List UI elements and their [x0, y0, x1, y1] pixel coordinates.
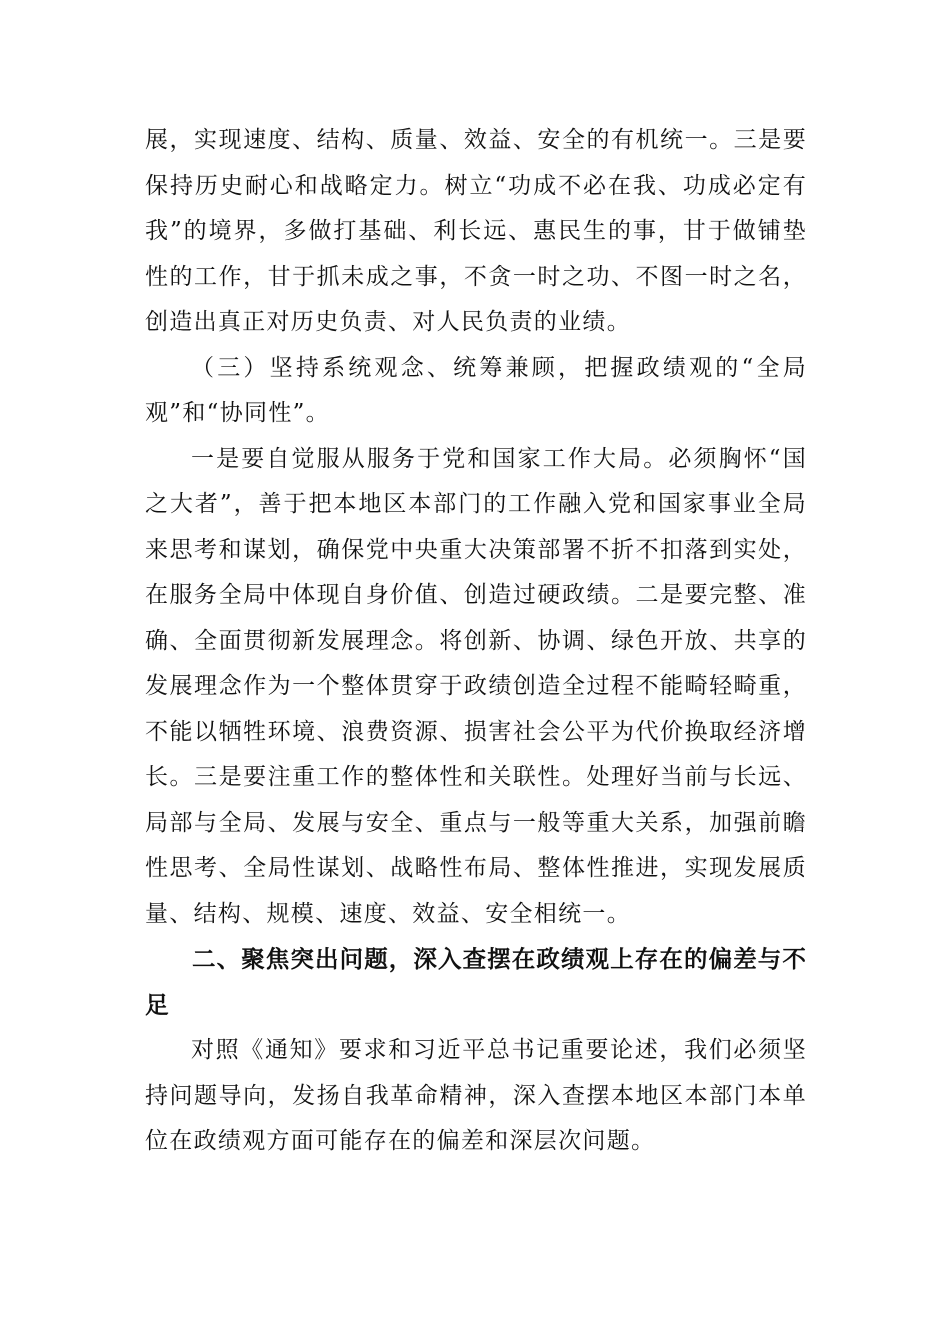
body-paragraph-problems: 对照《通知》要求和习近平总书记重要论述，我们必须坚持问题导向，发扬自我革命精神，深入查摆本地区本部门本单位在政绩观方面可能存在的偏差和深层次问题。 [145, 1037, 807, 1154]
document-body [145, 118, 807, 1165]
subsection-heading-3: （三）坚持系统观念、统筹兼顾，把握政绩观的“全局观”和“协同性”。 [145, 354, 807, 426]
body-paragraph-continued: 展，实现速度、结构、质量、效益、安全的有机统一。三是要保持历史耐心和战略定力。树立“功成不必在我、功成必定有我”的境界，多做打基础、利长远、惠民生的事，甘于做铺垫性的工作，甘于抓未成之事，不贪一时之功、不图一时之名，创造出真正对历史负责、对人民负责的业绩。 [145, 127, 807, 335]
body-paragraph-overall-view: 一是要自觉服从服务于党和国家工作大局。必须胸怀“国之大者”，善于把本地区本部门的工作融入党和国家事业全局来思考和谋划，确保党中央重大决策部署不折不扣落到实处，在服务全局中体现自身价值、创造过硬政绩。二是要完整、准确、全面贯彻新发展理念。将创新、协调、绿色开放、共享的发展理念作为一个整体贯穿于政绩创造全过程不能畸轻畸重，不能以牺牲环境、浪费资源、损害社会公平为代价换取经济增长。三是要注重工作的整体性和关联性。处理好当前与长远、局部与全局、发展与安全、重点与一般等重大关系，加强前瞻性思考、全局性谋划、战略性布局、整体性推进，实现发展质量、结构、规模、速度、效益、安全相统一。 [145, 445, 807, 927]
section-heading-2: 二、聚焦突出问题，深入查摆在政绩观上存在的偏差与不足 [145, 945, 807, 1019]
